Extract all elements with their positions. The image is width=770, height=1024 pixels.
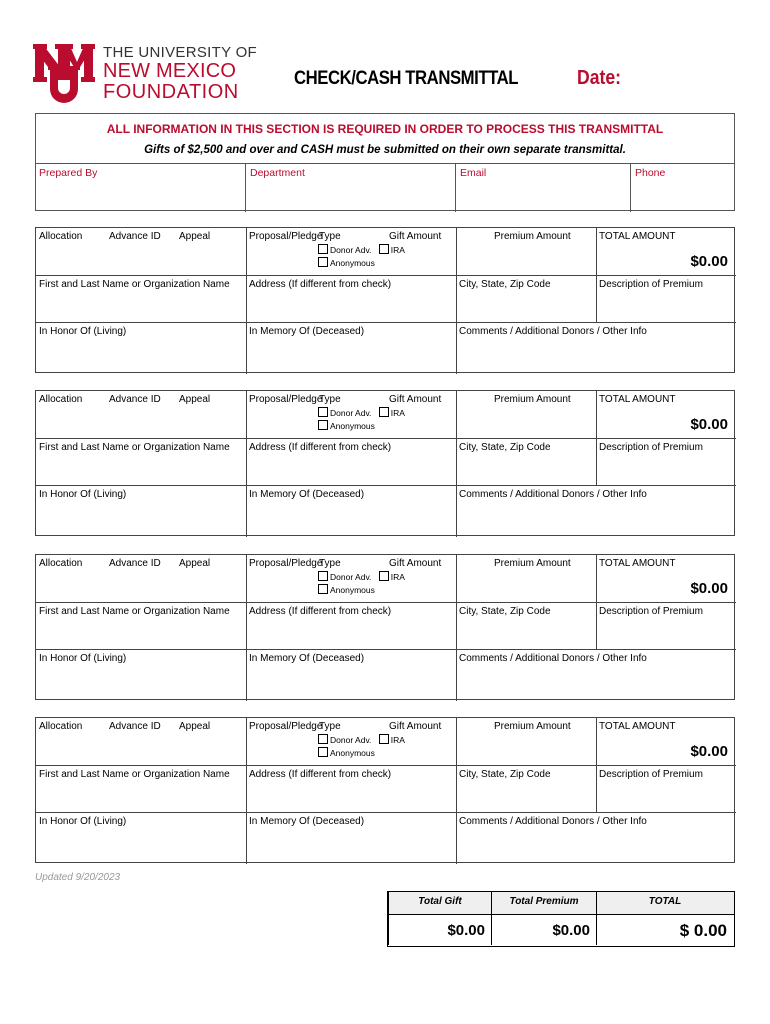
page-title: CHECK/CASH TRANSMITTAL (294, 68, 519, 89)
in-honor-of-field[interactable]: In Honor Of (Living) (39, 653, 127, 664)
total-premium-cell (491, 892, 596, 945)
department-field[interactable] (245, 164, 455, 212)
type-label: Type (319, 721, 341, 732)
ira-label: IRA (390, 245, 405, 255)
ira-checkbox[interactable] (379, 244, 389, 254)
in-honor-of-field[interactable]: In Honor Of (Living) (39, 489, 127, 500)
donor-name-field[interactable]: First and Last Name or Organization Name (39, 606, 230, 617)
ira-label: IRA (390, 572, 405, 582)
grand-total-cell (596, 892, 733, 945)
advance-id-field[interactable]: Advance ID (109, 394, 161, 405)
divider (456, 391, 457, 537)
total-amount-label: TOTAL AMOUNT (599, 394, 676, 405)
donor-name-field[interactable]: First and Last Name or Organization Name (39, 769, 230, 780)
donor-adv-checkbox[interactable] (318, 571, 328, 581)
advance-id-field[interactable]: Advance ID (109, 721, 161, 732)
type-label: Type (319, 558, 341, 569)
divider (246, 555, 247, 701)
anonymous-checkbox[interactable] (318, 747, 328, 757)
total-amount-value: $0.00 (690, 253, 728, 270)
address-field[interactable]: Address (If different from check) (249, 606, 392, 617)
comments-field[interactable]: Comments / Additional Donors / Other Info (459, 489, 647, 500)
type-options-row1 (318, 571, 405, 582)
grand-total-label: TOTAL (648, 896, 682, 907)
ira-label: IRA (390, 408, 405, 418)
donor-adv-label: Donor Adv. (330, 245, 372, 255)
divider (246, 718, 247, 864)
department-label: Department (250, 167, 305, 179)
donor-adv-checkbox[interactable] (318, 734, 328, 744)
divider (456, 718, 457, 864)
total-amount-value: $0.00 (690, 416, 728, 433)
type-options-row1 (318, 407, 405, 418)
total-amount-label: TOTAL AMOUNT (599, 558, 676, 569)
divider (596, 718, 597, 812)
allocation-field[interactable]: Allocation (39, 558, 83, 569)
ira-checkbox[interactable] (379, 734, 389, 744)
address-field[interactable]: Address (If different from check) (249, 279, 392, 290)
total-gift-value: $0.00 (447, 922, 485, 939)
allocation-field[interactable]: Allocation (39, 231, 83, 242)
type-options-row1 (318, 244, 405, 255)
divider (36, 812, 736, 813)
gift-amount-field[interactable]: Gift Amount (389, 231, 442, 242)
ira-checkbox[interactable] (379, 571, 389, 581)
type-options-row2 (318, 420, 375, 431)
divider (36, 765, 736, 766)
in-honor-of-field[interactable]: In Honor Of (Living) (39, 816, 127, 827)
proposal-pledge-field[interactable]: Proposal/Pledge (249, 394, 323, 405)
premium-amount-field[interactable]: Premium Amount (494, 231, 571, 242)
grand-total-value: $ 0.00 (679, 921, 727, 940)
gift-amount-field[interactable]: Gift Amount (389, 721, 442, 732)
anonymous-checkbox[interactable] (318, 584, 328, 594)
gift-amount-field[interactable]: Gift Amount (389, 394, 442, 405)
proposal-pledge-field[interactable]: Proposal/Pledge (249, 231, 323, 242)
unm-logo-icon (33, 40, 95, 106)
total-premium-label: Total Premium (509, 896, 579, 907)
premium-amount-field[interactable]: Premium Amount (494, 558, 571, 569)
type-options-row2 (318, 747, 375, 758)
required-notice: ALL INFORMATION IN THIS SECTION IS REQUIRED IN ORDER TO PROCESS THIS TRANSMITTAL (106, 122, 664, 136)
city-state-zip-field[interactable]: City, State, Zip Code (459, 279, 551, 290)
logo-line-2: NEW MEXICO (103, 60, 237, 82)
divider (36, 485, 736, 486)
anonymous-label: Anonymous (330, 748, 375, 758)
advance-id-field[interactable]: Advance ID (109, 231, 161, 242)
city-state-zip-field[interactable]: City, State, Zip Code (459, 769, 551, 780)
total-amount-label: TOTAL AMOUNT (599, 721, 676, 732)
donor-name-field[interactable]: First and Last Name or Organization Name (39, 442, 230, 453)
city-state-zip-field[interactable]: City, State, Zip Code (459, 606, 551, 617)
phone-label: Phone (635, 167, 666, 179)
donor-adv-label: Donor Adv. (330, 572, 372, 582)
type-options-row1 (318, 734, 405, 745)
divider (596, 391, 597, 485)
email-field[interactable] (455, 164, 630, 212)
premium-description-field[interactable]: Description of Premium (599, 279, 703, 290)
comments-field[interactable]: Comments / Additional Donors / Other Info (459, 816, 647, 827)
divider (456, 228, 457, 374)
total-gift-label: Total Gift (418, 896, 462, 907)
foundation-wordmark (103, 45, 257, 102)
type-label: Type (319, 231, 341, 242)
phone-field[interactable] (630, 164, 735, 212)
ira-label: IRA (390, 735, 405, 745)
ira-checkbox[interactable] (379, 407, 389, 417)
appeal-field[interactable]: Appeal (179, 394, 211, 405)
in-memory-of-field[interactable]: In Memory Of (Deceased) (249, 816, 365, 827)
gift-block-2 (35, 390, 735, 536)
preparer-row (35, 163, 735, 211)
divider (36, 649, 736, 650)
premium-amount-field[interactable]: Premium Amount (494, 721, 571, 732)
donor-adv-checkbox[interactable] (318, 244, 328, 254)
donor-adv-label: Donor Adv. (330, 735, 372, 745)
separate-transmittal-note: Gifts of $2,500 and over and CASH must be submitted on their own separate transmittal. (144, 144, 626, 156)
address-field[interactable]: Address (If different from check) (249, 442, 392, 453)
proposal-pledge-field[interactable]: Proposal/Pledge (249, 721, 323, 732)
gift-block-4 (35, 717, 735, 863)
divider (246, 391, 247, 537)
in-memory-of-field[interactable]: In Memory Of (Deceased) (249, 653, 365, 664)
comments-field[interactable]: Comments / Additional Donors / Other Info (459, 326, 647, 337)
type-options-row2 (318, 584, 375, 595)
premium-description-field[interactable]: Description of Premium (599, 606, 703, 617)
logo-line-1: THE UNIVERSITY OF (103, 44, 258, 61)
divider (246, 228, 247, 374)
divider (596, 228, 597, 322)
premium-amount-field[interactable]: Premium Amount (494, 394, 571, 405)
city-state-zip-field[interactable]: City, State, Zip Code (459, 442, 551, 453)
divider (36, 438, 736, 439)
date-field[interactable]: Date: (577, 67, 622, 89)
updated-date: Updated 9/20/2023 (35, 872, 121, 883)
anonymous-label: Anonymous (330, 258, 375, 268)
appeal-field[interactable]: Appeal (179, 721, 211, 732)
gift-block-3 (35, 554, 735, 700)
prepared-by-label: Prepared By (39, 167, 98, 179)
divider (456, 555, 457, 701)
divider (596, 555, 597, 649)
total-amount-value: $0.00 (690, 580, 728, 597)
donor-adv-label: Donor Adv. (330, 408, 372, 418)
advance-id-field[interactable]: Advance ID (109, 558, 161, 569)
anonymous-label: Anonymous (330, 585, 375, 595)
divider (36, 602, 736, 603)
comments-field[interactable]: Comments / Additional Donors / Other Info (459, 653, 647, 664)
anonymous-checkbox[interactable] (318, 420, 328, 430)
total-gift-cell (388, 892, 491, 945)
appeal-field[interactable]: Appeal (179, 558, 211, 569)
premium-description-field[interactable]: Description of Premium (599, 769, 703, 780)
donor-adv-checkbox[interactable] (318, 407, 328, 417)
allocation-field[interactable]: Allocation (39, 721, 83, 732)
in-honor-of-field[interactable]: In Honor Of (Living) (39, 326, 127, 337)
total-amount-value: $0.00 (690, 743, 728, 760)
gift-block-1 (35, 227, 735, 373)
total-premium-value: $0.00 (552, 922, 590, 939)
allocation-field[interactable]: Allocation (39, 394, 83, 405)
appeal-field[interactable]: Appeal (179, 231, 211, 242)
totals-table (387, 891, 735, 947)
logo-line-3: FOUNDATION (103, 81, 239, 103)
type-options-row2 (318, 257, 375, 268)
donor-name-field[interactable]: First and Last Name or Organization Name (39, 279, 230, 290)
in-memory-of-field[interactable]: In Memory Of (Deceased) (249, 326, 365, 337)
address-field[interactable]: Address (If different from check) (249, 769, 392, 780)
prepared-by-field[interactable] (35, 164, 245, 212)
anonymous-label: Anonymous (330, 421, 375, 431)
email-label: Email (460, 167, 487, 179)
divider (36, 322, 736, 323)
total-amount-label: TOTAL AMOUNT (599, 231, 676, 242)
gift-amount-field[interactable]: Gift Amount (389, 558, 442, 569)
premium-description-field[interactable]: Description of Premium (599, 442, 703, 453)
in-memory-of-field[interactable]: In Memory Of (Deceased) (249, 489, 365, 500)
proposal-pledge-field[interactable]: Proposal/Pledge (249, 558, 323, 569)
anonymous-checkbox[interactable] (318, 257, 328, 267)
type-label: Type (319, 394, 341, 405)
divider (36, 275, 736, 276)
